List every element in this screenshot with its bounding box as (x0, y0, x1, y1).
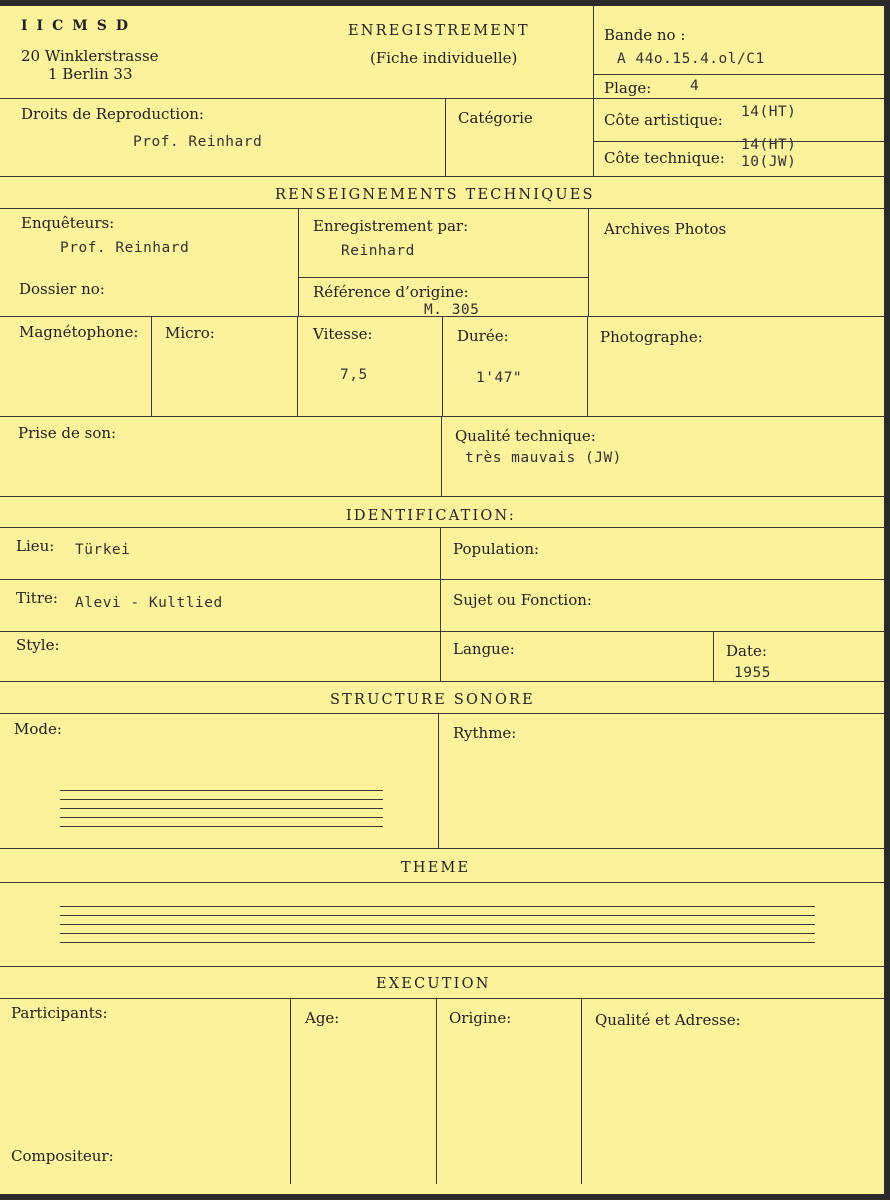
cote-technique-label: Côte technique: (604, 149, 725, 167)
rule-ident-title-bottom (0, 527, 884, 528)
rule-titre-bottom (0, 631, 884, 632)
prise-de-son-label: Prise de son: (18, 424, 117, 442)
theme-staff-line (60, 942, 815, 943)
vitesse-label: Vitesse: (313, 325, 373, 343)
age-label: Age: (305, 1009, 340, 1027)
mode-staff-line (60, 808, 383, 809)
titre-value: Alevi - Kultlied (75, 595, 223, 611)
rule-rights-bottom (0, 176, 884, 177)
lieu-label: Lieu: (16, 537, 55, 555)
reference-value: M. 305 (424, 302, 480, 318)
droits-label: Droits de Reproduction: (21, 105, 204, 123)
rule-theme-area-bottom (0, 966, 884, 967)
rule-photographe-left (587, 316, 588, 416)
cote-technique-value-2: 10(JW) (741, 154, 797, 170)
mode-staff-line (60, 817, 383, 818)
duree-label: Durée: (457, 327, 509, 345)
categorie-label: Catégorie (458, 109, 533, 127)
qualite-technique-value: très mauvais (JW) (465, 450, 622, 466)
langue-label: Langue: (453, 640, 515, 658)
identification-section-title: IDENTIFICATION: (346, 508, 516, 524)
rule-origine-left (436, 998, 437, 1184)
theme-staff-line (60, 906, 815, 907)
rule-categorie-left (445, 98, 446, 176)
origine-label: Origine: (449, 1009, 512, 1027)
participants-label: Participants: (11, 1004, 108, 1022)
rule-row-ident-title-top (0, 496, 884, 497)
magnetophone-label: Magnétophone: (19, 323, 139, 341)
archives-photos-label: Archives Photos (604, 220, 727, 238)
droits-value: Prof. Reinhard (133, 134, 263, 150)
rule-header-bottom (0, 98, 884, 99)
rule-theme-title-bottom (0, 882, 884, 883)
plage-value: 4 (690, 78, 700, 94)
rule-date-left (713, 631, 714, 681)
rule-vitesse-left (297, 316, 298, 416)
micro-label: Micro: (165, 324, 215, 342)
rule-archives-left (588, 208, 589, 316)
rule-ident-right-col (440, 527, 441, 681)
cote-technique-value-1: 14(HT) (741, 137, 797, 153)
date-value: 1955 (734, 665, 771, 681)
mode-staff-line (60, 799, 383, 800)
technique-section-title: RENSEIGNEMENTS TECHNIQUES (275, 187, 595, 203)
enregistrement-par-label: Enregistrement par: (313, 217, 469, 235)
rule-enreg-ref (298, 277, 588, 278)
rule-style-bottom (0, 681, 884, 682)
vitesse-value: 7,5 (340, 367, 368, 383)
address-line-1: 20 Winklerstrasse (21, 47, 159, 65)
titre-label: Titre: (16, 589, 58, 607)
rule-header-right (593, 6, 594, 176)
cote-artistique-label: Côte artistique: (604, 111, 723, 129)
rule-qualite-left (441, 416, 442, 496)
date-label: Date: (726, 642, 767, 660)
rule-rythme-left (438, 713, 439, 848)
form-subtitle: (Fiche individuelle) (370, 49, 518, 67)
rule-tech-title-bottom (0, 208, 884, 209)
bande-label: Bande no : (604, 26, 686, 44)
qualite-adresse-label: Qualité et Adresse: (595, 1011, 741, 1029)
theme-staff-line (60, 933, 815, 934)
enqueteurs-value: Prof. Reinhard (60, 240, 190, 256)
duree-value: 1'47" (476, 370, 523, 386)
rule-enreg-left (298, 208, 299, 316)
compositeur-label: Compositeur: (11, 1147, 114, 1165)
mode-staff-line (60, 826, 383, 827)
photographe-label: Photographe: (600, 328, 703, 346)
execution-section-title: EXECUTION (376, 976, 491, 992)
rule-lieu-bottom (0, 579, 884, 580)
rule-row-prise-top (0, 416, 884, 417)
style-label: Style: (16, 636, 60, 654)
rule-cote-mid (593, 141, 884, 142)
theme-staff-line (60, 924, 815, 925)
theme-staff-line (60, 915, 815, 916)
rule-micro-left (151, 316, 152, 416)
mode-staff-line (60, 790, 383, 791)
theme-section-title: THEME (401, 860, 471, 876)
recording-form-card (0, 6, 884, 1194)
rule-mode-bottom (0, 848, 884, 849)
sujet-fonction-label: Sujet ou Fonction: (453, 591, 592, 609)
enregistrement-par-value: Reinhard (341, 243, 415, 259)
rule-structure-title-bottom (0, 713, 884, 714)
rule-duree-left (442, 316, 443, 416)
reference-label: Référence d’origine: (313, 283, 469, 301)
institute-logo: IICMSD (21, 18, 137, 34)
rule-qualite-adresse-left (581, 998, 582, 1184)
rule-execution-title-bottom (0, 998, 884, 999)
population-label: Population: (453, 540, 540, 558)
rythme-label: Rythme: (453, 724, 517, 742)
lieu-value: Türkei (75, 542, 131, 558)
structure-section-title: STRUCTURE SONORE (330, 692, 535, 708)
mode-label: Mode: (14, 720, 62, 738)
enqueteurs-label: Enquêteurs: (21, 214, 115, 232)
cote-artistique-value: 14(HT) (741, 104, 797, 120)
bande-value: A 44o.15.4.ol/C1 (617, 51, 765, 67)
plage-label: Plage: (604, 79, 652, 97)
qualite-technique-label: Qualité technique: (455, 427, 596, 445)
rule-plage-top (593, 74, 884, 75)
rule-age-left (290, 998, 291, 1184)
address-line-2: 1 Berlin 33 (48, 65, 133, 83)
dossier-label: Dossier no: (19, 280, 105, 298)
form-title: ENREGISTREMENT (348, 23, 530, 39)
